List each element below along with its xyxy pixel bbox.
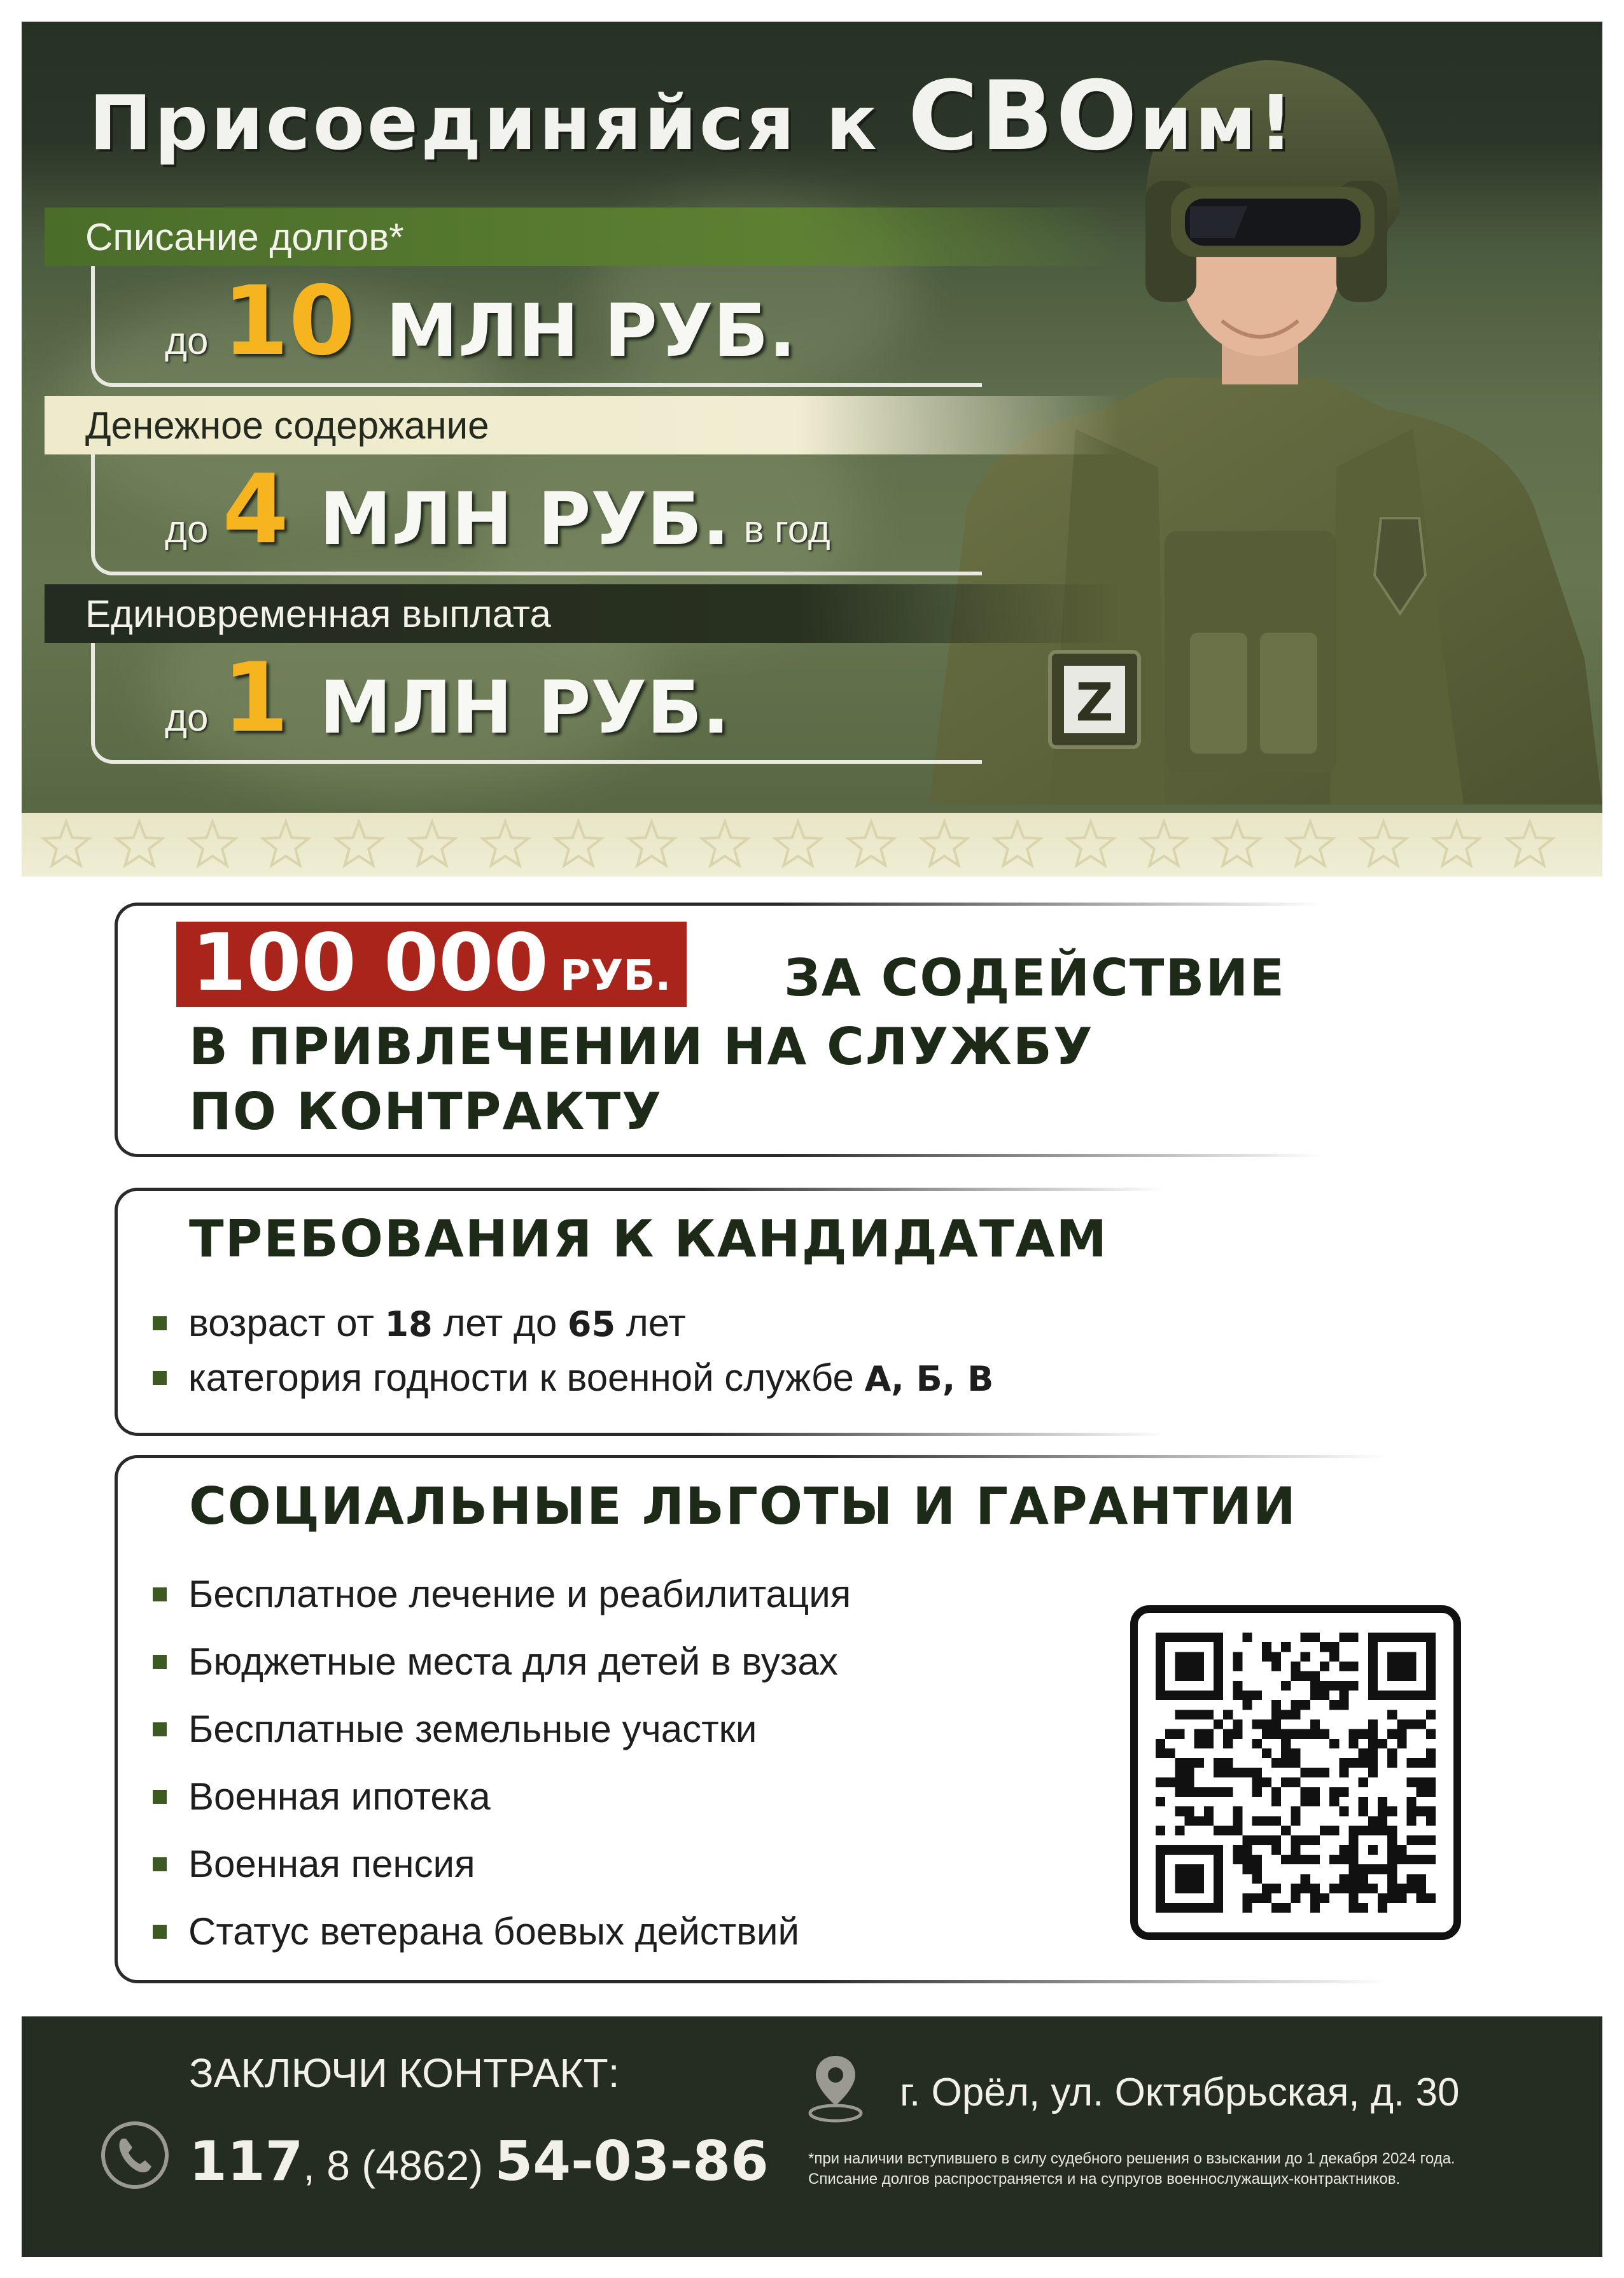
offer-amount-lump-sum (91, 643, 982, 764)
phone-icon (99, 2120, 171, 2191)
requirements-title: ТРЕБОВАНИЯ К КАНДИДАТАМ (189, 1209, 1109, 1269)
offer-amount-salary (91, 454, 982, 575)
footnote-line-1: *при наличии вступившего в силу судебного решения о взыскании до 1 декабря 2024 года. (808, 2150, 1455, 2167)
promo-unit: РУБ. (559, 951, 671, 1000)
offer-unit: МЛН РУБ. (386, 288, 797, 373)
benefits-list (153, 1561, 851, 1965)
offer-number: 4 (222, 454, 289, 565)
offer-label-debt: Списание долгов* (45, 207, 1120, 266)
footnote-line-2: Списание долгов распространяется и на супругов военнослужащих-контрактников. (808, 2170, 1401, 2188)
offer-number: 1 (222, 643, 289, 754)
qr-code[interactable] (1130, 1605, 1461, 1940)
phone-short[interactable]: 117 (189, 2130, 304, 2193)
offer-unit: МЛН РУБ. (319, 665, 730, 750)
star-row-icons (22, 813, 1602, 876)
offer-unit: МЛН РУБ. (319, 477, 730, 561)
address-text: г. Орёл, ул. Октябрьская, д. 30 (900, 2071, 1460, 2114)
offer-label-lump-sum: Единовременная выплата (45, 584, 1120, 643)
requirements-list (153, 1296, 993, 1405)
phone-code: 8 (4862) (326, 2142, 495, 2189)
offer-amount-debt (91, 266, 982, 387)
promo-line-1: ЗА СОДЕЙСТВИЕ (784, 948, 1286, 1008)
z-patch-letter: Z (1075, 673, 1114, 733)
benefit-item: Военная пенсия (153, 1831, 851, 1898)
offer-prefix: до (165, 696, 209, 739)
hero-title: Присоединяйся к СВОим! (89, 61, 1296, 172)
promo-line-3: ПО КОНТРАКТУ (189, 1082, 662, 1141)
qr-code-icon (1156, 1633, 1436, 1913)
star-decoration-strip (22, 813, 1602, 876)
offer-prefix: до (165, 508, 209, 551)
hero-title-svo: СВО (907, 61, 1140, 172)
benefit-item: Бесплатное лечение и реабилитация (153, 1561, 851, 1628)
benefit-item: Статус ветерана боевых действий (153, 1898, 851, 1965)
contract-label: ЗАКЛЮЧИ КОНТРАКТ: (189, 2050, 620, 2096)
benefit-item: Бюджетные места для детей в вузах (153, 1628, 851, 1696)
benefit-item: Бесплатные земельные участки (153, 1696, 851, 1763)
phone-numbers[interactable]: 117, 8 (4862) 54-03-86 (189, 2130, 769, 2193)
offer-number: 10 (222, 266, 356, 377)
offer-prefix: до (165, 320, 209, 362)
offer-suffix: в год (743, 508, 830, 551)
promo-amount: 100 000 (192, 917, 549, 1009)
location-pin-icon (804, 2051, 867, 2126)
benefits-title: СОЦИАЛЬНЫЕ ЛЬГОТЫ И ГАРАНТИИ (189, 1477, 1297, 1536)
requirement-age: возраст от 18 лет до 65 лет (153, 1296, 993, 1351)
benefit-item: Военная ипотека (153, 1763, 851, 1831)
phone-main[interactable]: 54-03-86 (494, 2130, 769, 2193)
promo-line-2: В ПРИВЛЕЧЕНИИ НА СЛУЖБУ (189, 1017, 1094, 1076)
promo-amount-badge (176, 917, 687, 1009)
offer-label-salary: Денежное содержание (45, 396, 1120, 454)
requirement-fitness-category: категория годности к военной службе А, Б, В (153, 1351, 993, 1405)
